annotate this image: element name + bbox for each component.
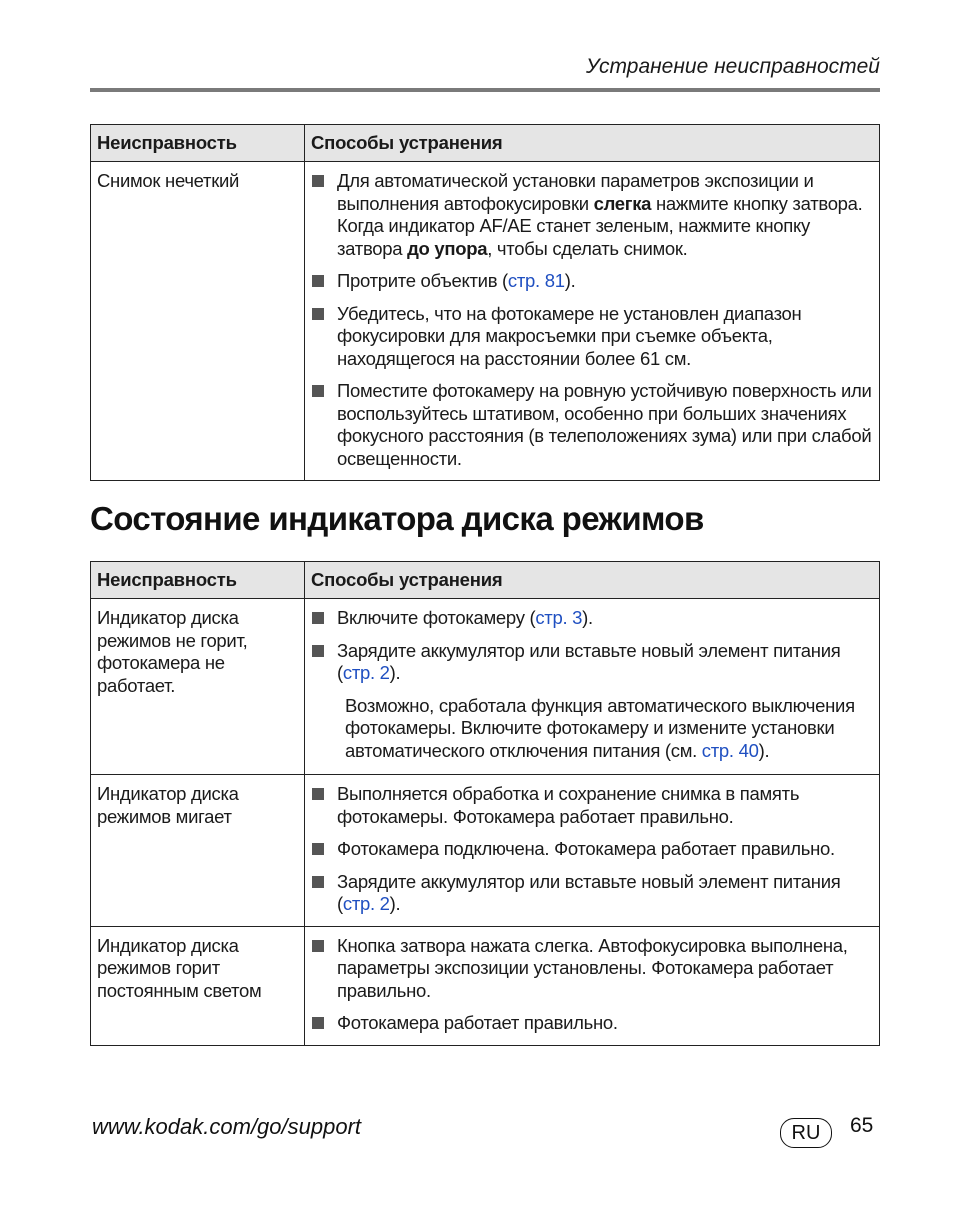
- square-bullet-icon: [312, 385, 324, 397]
- text-run: ).: [564, 270, 576, 291]
- solutions-cell: [305, 775, 880, 927]
- solution-item: [311, 270, 873, 293]
- column-header-problem: Неисправность: [91, 562, 305, 599]
- running-header: Устранение неисправностей: [586, 55, 880, 78]
- column-header-solutions: Способы устранения: [305, 125, 880, 162]
- language-badge: RU: [780, 1118, 832, 1148]
- solution-text: [337, 270, 575, 293]
- page-link[interactable]: стр. 40: [701, 739, 759, 761]
- text-run: Для автоматической установки параметров экспозиции и выполнения автофокусировки: [337, 170, 814, 214]
- solutions-cell: [305, 162, 880, 481]
- page-link[interactable]: стр. 3: [535, 607, 583, 628]
- table-row: [91, 599, 880, 775]
- solution-text: [337, 838, 835, 861]
- text-run: Протрите объектив (: [337, 270, 508, 291]
- square-bullet-icon: [312, 843, 324, 855]
- solution-item: [311, 838, 873, 861]
- text-run: ).: [389, 893, 401, 914]
- section-title: Состояние индикатора диска режимов: [90, 500, 704, 537]
- text-run: , чтобы сделать снимок.: [487, 237, 688, 259]
- problem-cell: Индикатор диска режимов мигает: [91, 775, 305, 927]
- text-run: Поместите фотокамеру на ровную устойчивую поверхность или воспользуйтесь штативом, особенно при больших значениях фокусного расстояния (в телеположениях зума) или при слабой освещенности.: [337, 380, 872, 469]
- table-row: [91, 162, 880, 481]
- text-run: ).: [389, 662, 401, 683]
- square-bullet-icon: [312, 308, 324, 320]
- solution-text: [337, 303, 873, 371]
- header-rule: [90, 88, 880, 92]
- square-bullet-icon: [312, 876, 324, 888]
- solution-item: [311, 935, 873, 1003]
- solution-item: [311, 170, 873, 260]
- solution-text: [337, 935, 873, 1003]
- problem-cell: Индикатор диска режимов не горит, фотокамера не работает.: [91, 599, 305, 775]
- square-bullet-icon: [312, 788, 324, 800]
- square-bullet-icon: [312, 940, 324, 952]
- solution-item: [311, 640, 873, 685]
- troubleshooting-table-2: [90, 561, 880, 1046]
- text-run: Фотокамера подключена. Фотокамера работает правильно.: [337, 838, 835, 859]
- page-number: 65: [850, 1114, 874, 1137]
- square-bullet-icon: [312, 645, 324, 657]
- support-url[interactable]: www.kodak.com/go/support: [92, 1114, 362, 1139]
- solutions-cell: [305, 926, 880, 1045]
- text-run: Зарядите аккумулятор или вставьте новый элемент питания (: [337, 639, 841, 683]
- square-bullet-icon: [312, 1017, 324, 1029]
- problem-cell: Индикатор диска режимов горит постоянным светом: [91, 926, 305, 1045]
- solution-item: [311, 380, 873, 470]
- solution-text: [337, 871, 873, 916]
- troubleshooting-table-1: [90, 124, 880, 481]
- text-run: Убедитесь, что на фотокамере не установлен диапазон фокусировки для макросъемки при съемке объекта, находящегося на расстоянии более 61 см.: [337, 302, 802, 369]
- solution-text: [337, 1012, 618, 1035]
- table-row: [91, 775, 880, 927]
- text-run: ).: [758, 739, 770, 761]
- page-link[interactable]: стр. 81: [507, 270, 565, 291]
- solution-text: [337, 170, 873, 260]
- problem-cell: Снимок нечеткий: [91, 162, 305, 481]
- solution-note: [345, 695, 873, 763]
- column-header-solutions: Способы устранения: [305, 562, 880, 599]
- square-bullet-icon: [312, 275, 324, 287]
- solution-item: [311, 1012, 873, 1035]
- column-header-problem: Неисправность: [91, 125, 305, 162]
- square-bullet-icon: [312, 175, 324, 187]
- text-run: Включите фотокамеру (: [337, 607, 536, 628]
- solution-item: [311, 783, 873, 828]
- text-run: Зарядите аккумулятор или вставьте новый элемент питания (: [337, 870, 841, 914]
- text-run: Фотокамера работает правильно.: [337, 1012, 618, 1033]
- text-run: ).: [582, 607, 593, 628]
- text-run: нажмите кнопку затвора. Когда индикатор AF/AE станет зеленым, нажмите кнопку затвора: [337, 192, 863, 259]
- table-row: [91, 926, 880, 1045]
- text-run: Выполняется обработка и сохранение снимка в память фотокамеры. Фотокамера работает правильно.: [337, 783, 800, 827]
- page-link[interactable]: стр. 2: [342, 662, 390, 683]
- text-run: Возможно, сработала функция автоматического выключения фотокамеры. Включите фотокамеру и измените установки автоматического отключения питания (см.: [345, 694, 855, 761]
- solution-item: [311, 871, 873, 916]
- text-run: Кнопка затвора нажата слегка. Автофокусировка выполнена, параметры экспозиции установлены. Фотокамера работает правильно.: [337, 934, 848, 1001]
- solutions-cell: [305, 599, 880, 775]
- emphasis-text: до упора: [407, 237, 488, 259]
- solution-text: [337, 783, 873, 828]
- page-link[interactable]: стр. 2: [342, 893, 390, 914]
- square-bullet-icon: [312, 612, 324, 624]
- emphasis-text: слегка: [593, 192, 652, 214]
- solution-item: [311, 607, 873, 630]
- solution-text: [337, 607, 593, 630]
- solution-text: [337, 380, 873, 470]
- solution-item: [311, 303, 873, 371]
- solution-text: [337, 640, 873, 685]
